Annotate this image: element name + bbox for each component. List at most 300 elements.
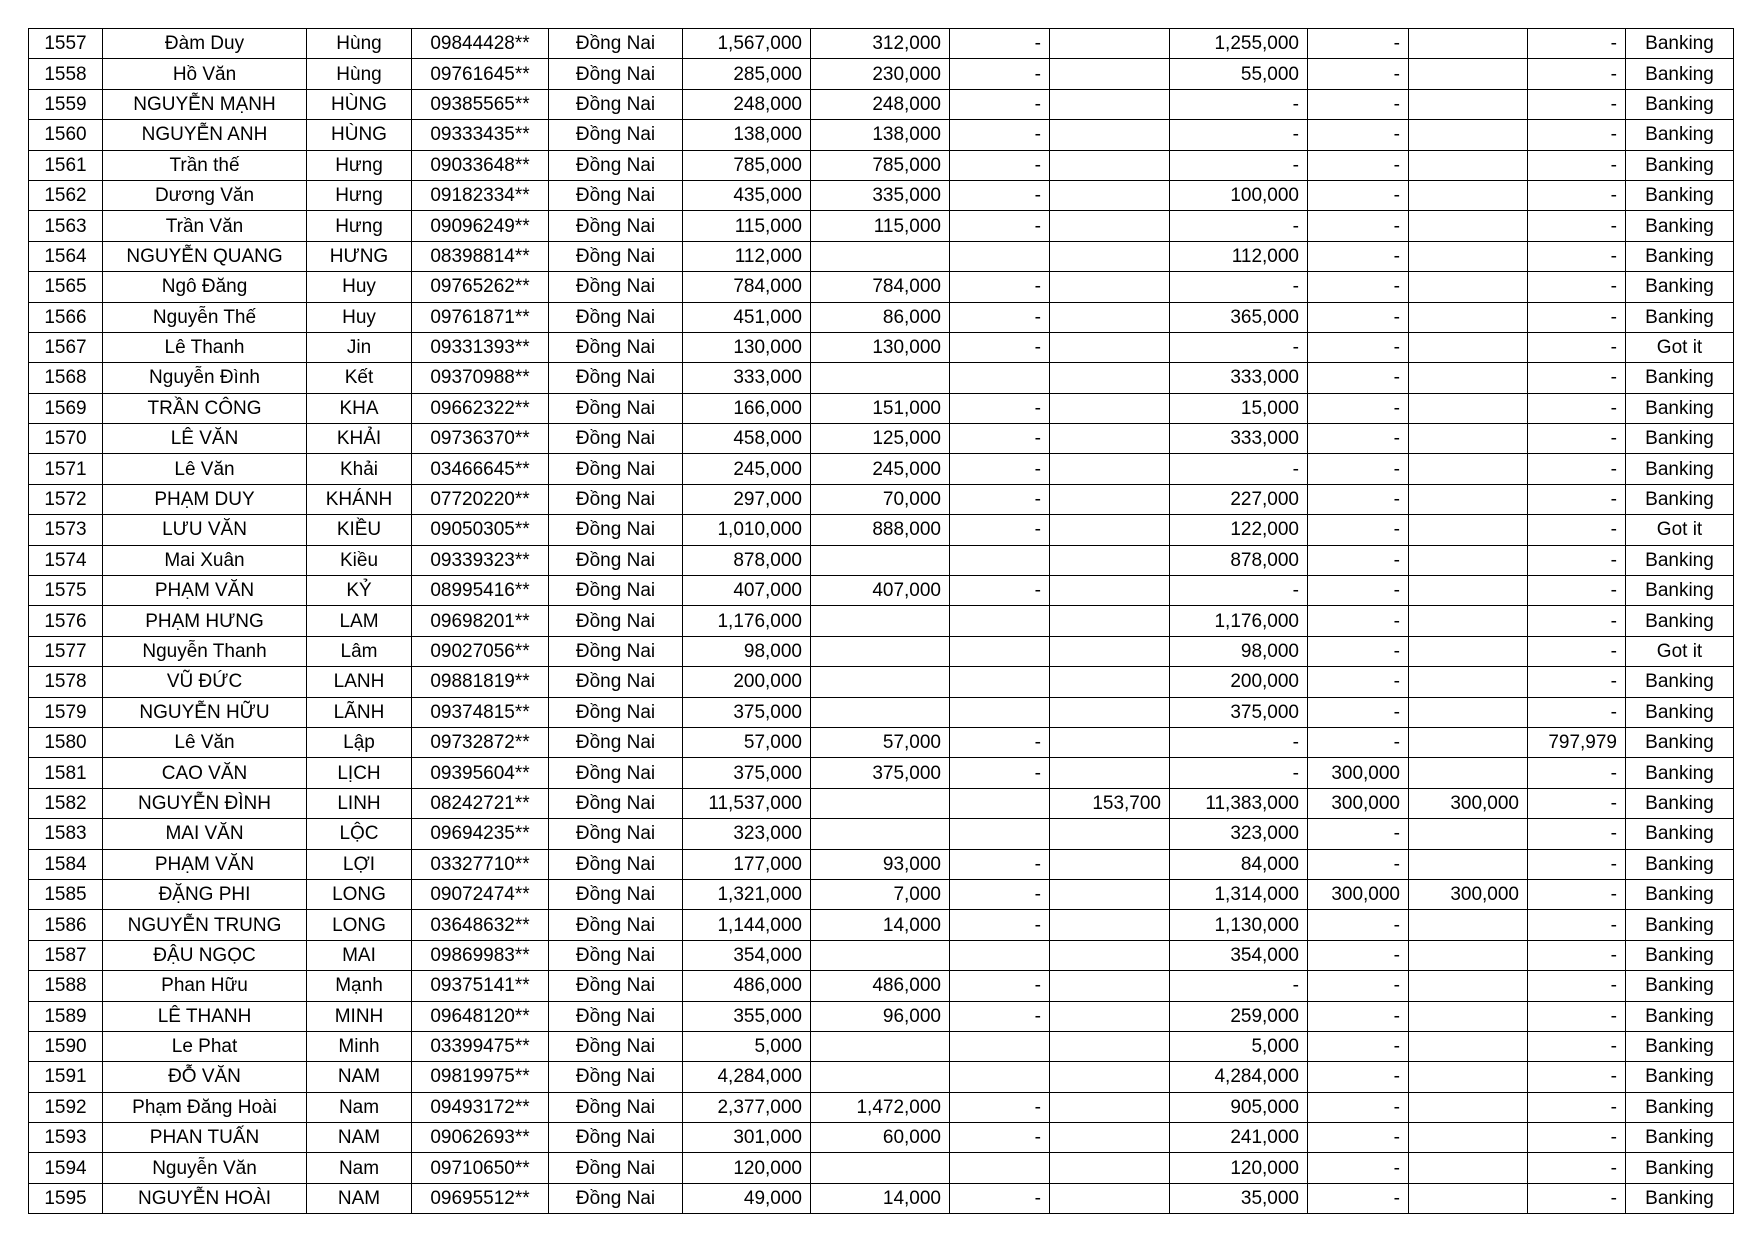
row-number-cell: 1581 [29, 758, 103, 788]
province-cell: Đồng Nai [549, 879, 683, 909]
province-cell: Đồng Nai [549, 545, 683, 575]
payment-method-cell: Banking [1626, 697, 1734, 727]
row-number-cell: 1594 [29, 1153, 103, 1183]
amount-g-cell: - [1528, 1123, 1626, 1153]
amount-e-cell: - [1308, 849, 1409, 879]
amount-a-cell: 7,000 [811, 879, 950, 909]
given-name-cell: Khải [307, 454, 412, 484]
surname-middle-cell: MAI VĂN [103, 819, 307, 849]
amount-g-cell: - [1528, 29, 1626, 59]
table-row [29, 1062, 1734, 1092]
amount-b-cell [950, 1062, 1050, 1092]
payment-method-cell: Banking [1626, 727, 1734, 757]
phone-number-cell: 09710650** [412, 1153, 549, 1183]
row-number-cell: 1571 [29, 454, 103, 484]
province-cell: Đồng Nai [549, 667, 683, 697]
amount-a-cell: 57,000 [811, 727, 950, 757]
phone-number-cell: 09333435** [412, 120, 549, 150]
total-amount-cell: 375,000 [683, 758, 811, 788]
table-row [29, 758, 1734, 788]
amount-a-cell: 888,000 [811, 515, 950, 545]
payment-method-cell: Banking [1626, 940, 1734, 970]
province-cell: Đồng Nai [549, 515, 683, 545]
amount-f-cell [1409, 59, 1528, 89]
amount-d-cell: 878,000 [1170, 545, 1308, 575]
phone-number-cell: 09033648** [412, 150, 549, 180]
payment-method-cell: Banking [1626, 120, 1734, 150]
amount-e-cell: - [1308, 484, 1409, 514]
amount-a-cell: 130,000 [811, 332, 950, 362]
amount-g-cell: - [1528, 150, 1626, 180]
table-row [29, 636, 1734, 666]
amount-e-cell: - [1308, 241, 1409, 271]
row-number-cell: 1587 [29, 940, 103, 970]
table-row [29, 515, 1734, 545]
phone-number-cell: 09385565** [412, 89, 549, 119]
given-name-cell: LANH [307, 667, 412, 697]
given-name-cell: HÙNG [307, 89, 412, 119]
amount-b-cell: - [950, 120, 1050, 150]
total-amount-cell: 1,567,000 [683, 29, 811, 59]
amount-e-cell: - [1308, 576, 1409, 606]
table-row [29, 211, 1734, 241]
amount-c-cell [1050, 424, 1170, 454]
amount-e-cell: - [1308, 697, 1409, 727]
amount-a-cell [811, 1062, 950, 1092]
row-number-cell: 1585 [29, 879, 103, 909]
total-amount-cell: 355,000 [683, 1001, 811, 1031]
amount-a-cell [811, 1153, 950, 1183]
amount-a-cell: 785,000 [811, 150, 950, 180]
amount-f-cell [1409, 424, 1528, 454]
amount-a-cell: 151,000 [811, 393, 950, 423]
amount-e-cell: - [1308, 819, 1409, 849]
surname-middle-cell: ĐẶNG PHI [103, 879, 307, 909]
province-cell: Đồng Nai [549, 484, 683, 514]
surname-middle-cell: VŨ ĐỨC [103, 667, 307, 697]
amount-b-cell [950, 667, 1050, 697]
table-row [29, 29, 1734, 59]
total-amount-cell: 297,000 [683, 484, 811, 514]
surname-middle-cell: Le Phat [103, 1031, 307, 1061]
amount-e-cell: - [1308, 1123, 1409, 1153]
row-number-cell: 1593 [29, 1123, 103, 1153]
amount-g-cell: - [1528, 1183, 1626, 1213]
amount-f-cell [1409, 515, 1528, 545]
payment-method-cell: Banking [1626, 180, 1734, 210]
amount-a-cell [811, 241, 950, 271]
amount-e-cell: - [1308, 180, 1409, 210]
total-amount-cell: 458,000 [683, 424, 811, 454]
amount-a-cell: 125,000 [811, 424, 950, 454]
table-row [29, 910, 1734, 940]
payment-method-cell: Got it [1626, 332, 1734, 362]
table-row [29, 363, 1734, 393]
province-cell: Đồng Nai [549, 59, 683, 89]
surname-middle-cell: NGUYỄN ANH [103, 120, 307, 150]
total-amount-cell: 407,000 [683, 576, 811, 606]
amount-e-cell: - [1308, 1153, 1409, 1183]
given-name-cell: Jin [307, 332, 412, 362]
total-amount-cell: 120,000 [683, 1153, 811, 1183]
given-name-cell: KỶ [307, 576, 412, 606]
phone-number-cell: 09819975** [412, 1062, 549, 1092]
amount-e-cell: - [1308, 150, 1409, 180]
total-amount-cell: 4,284,000 [683, 1062, 811, 1092]
payment-method-cell: Banking [1626, 606, 1734, 636]
amount-d-cell: - [1170, 576, 1308, 606]
table-row [29, 667, 1734, 697]
table-row [29, 1153, 1734, 1183]
surname-middle-cell: PHẠM HƯNG [103, 606, 307, 636]
amount-a-cell: 60,000 [811, 1123, 950, 1153]
amount-c-cell [1050, 272, 1170, 302]
amount-d-cell: 200,000 [1170, 667, 1308, 697]
amount-d-cell: 98,000 [1170, 636, 1308, 666]
given-name-cell: MAI [307, 940, 412, 970]
amount-c-cell [1050, 1062, 1170, 1092]
total-amount-cell: 375,000 [683, 697, 811, 727]
amount-f-cell [1409, 849, 1528, 879]
amount-g-cell: - [1528, 180, 1626, 210]
amount-d-cell: 354,000 [1170, 940, 1308, 970]
amount-e-cell: - [1308, 545, 1409, 575]
amount-b-cell: - [950, 727, 1050, 757]
table-row [29, 819, 1734, 849]
surname-middle-cell: ĐỖ VĂN [103, 1062, 307, 1092]
payment-method-cell: Banking [1626, 241, 1734, 271]
row-number-cell: 1560 [29, 120, 103, 150]
payment-method-cell: Banking [1626, 89, 1734, 119]
amount-d-cell: 100,000 [1170, 180, 1308, 210]
amount-f-cell [1409, 120, 1528, 150]
amount-f-cell [1409, 819, 1528, 849]
amount-a-cell: 248,000 [811, 89, 950, 119]
amount-c-cell [1050, 484, 1170, 514]
amount-d-cell: 323,000 [1170, 819, 1308, 849]
province-cell: Đồng Nai [549, 697, 683, 727]
row-number-cell: 1573 [29, 515, 103, 545]
amount-e-cell: 300,000 [1308, 879, 1409, 909]
total-amount-cell: 1,010,000 [683, 515, 811, 545]
given-name-cell: Hưng [307, 150, 412, 180]
row-number-cell: 1574 [29, 545, 103, 575]
amount-a-cell [811, 940, 950, 970]
given-name-cell: Lâm [307, 636, 412, 666]
amount-b-cell: - [950, 879, 1050, 909]
surname-middle-cell: Phan Hữu [103, 971, 307, 1001]
surname-middle-cell: Ngô Đăng [103, 272, 307, 302]
given-name-cell: NAM [307, 1183, 412, 1213]
phone-number-cell: 09761645** [412, 59, 549, 89]
given-name-cell: LONG [307, 879, 412, 909]
amount-c-cell [1050, 1123, 1170, 1153]
table-row [29, 1183, 1734, 1213]
amount-c-cell [1050, 606, 1170, 636]
amount-c-cell [1050, 1001, 1170, 1031]
amount-g-cell: - [1528, 363, 1626, 393]
surname-middle-cell: TRẦN CÔNG [103, 393, 307, 423]
amount-g-cell: - [1528, 424, 1626, 454]
amount-c-cell [1050, 1153, 1170, 1183]
amount-e-cell: - [1308, 727, 1409, 757]
province-cell: Đồng Nai [549, 424, 683, 454]
given-name-cell: Lập [307, 727, 412, 757]
amount-d-cell: - [1170, 454, 1308, 484]
surname-middle-cell: NGUYỄN MẠNH [103, 89, 307, 119]
payment-method-cell: Banking [1626, 150, 1734, 180]
total-amount-cell: 878,000 [683, 545, 811, 575]
row-number-cell: 1579 [29, 697, 103, 727]
amount-c-cell [1050, 1092, 1170, 1122]
phone-number-cell: 08398814** [412, 241, 549, 271]
amount-a-cell: 138,000 [811, 120, 950, 150]
total-amount-cell: 115,000 [683, 211, 811, 241]
province-cell: Đồng Nai [549, 363, 683, 393]
province-cell: Đồng Nai [549, 1031, 683, 1061]
amount-a-cell: 312,000 [811, 29, 950, 59]
province-cell: Đồng Nai [549, 910, 683, 940]
given-name-cell: HÙNG [307, 120, 412, 150]
amount-e-cell: - [1308, 667, 1409, 697]
amount-c-cell [1050, 1031, 1170, 1061]
amount-a-cell: 375,000 [811, 758, 950, 788]
amount-e-cell: - [1308, 1092, 1409, 1122]
surname-middle-cell: NGUYỄN HỮU [103, 697, 307, 727]
amount-c-cell [1050, 302, 1170, 332]
amount-a-cell: 784,000 [811, 272, 950, 302]
province-cell: Đồng Nai [549, 1153, 683, 1183]
given-name-cell: KHA [307, 393, 412, 423]
amount-e-cell: - [1308, 393, 1409, 423]
amount-d-cell: 365,000 [1170, 302, 1308, 332]
phone-number-cell: 09761871** [412, 302, 549, 332]
amount-f-cell [1409, 1001, 1528, 1031]
total-amount-cell: 5,000 [683, 1031, 811, 1061]
amount-f-cell [1409, 727, 1528, 757]
phone-number-cell: 09331393** [412, 332, 549, 362]
amount-a-cell [811, 1031, 950, 1061]
province-cell: Đồng Nai [549, 332, 683, 362]
phone-number-cell: 09339323** [412, 545, 549, 575]
total-amount-cell: 323,000 [683, 819, 811, 849]
amount-f-cell [1409, 971, 1528, 1001]
payment-method-cell: Banking [1626, 1092, 1734, 1122]
table-row [29, 576, 1734, 606]
given-name-cell: LỘC [307, 819, 412, 849]
amount-b-cell: - [950, 971, 1050, 1001]
amount-a-cell [811, 636, 950, 666]
phone-number-cell: 09062693** [412, 1123, 549, 1153]
province-cell: Đồng Nai [549, 576, 683, 606]
amount-d-cell: 4,284,000 [1170, 1062, 1308, 1092]
amount-g-cell: - [1528, 545, 1626, 575]
amount-b-cell [950, 788, 1050, 818]
given-name-cell: Mạnh [307, 971, 412, 1001]
amount-g-cell: - [1528, 1031, 1626, 1061]
table-row [29, 606, 1734, 636]
given-name-cell: Hưng [307, 180, 412, 210]
amount-f-cell: 300,000 [1409, 788, 1528, 818]
phone-number-cell: 09695512** [412, 1183, 549, 1213]
payment-method-cell: Banking [1626, 1123, 1734, 1153]
total-amount-cell: 2,377,000 [683, 1092, 811, 1122]
payment-method-cell: Banking [1626, 484, 1734, 514]
total-amount-cell: 285,000 [683, 59, 811, 89]
surname-middle-cell: ĐẬU NGỌC [103, 940, 307, 970]
amount-e-cell: - [1308, 120, 1409, 150]
amount-g-cell: 797,979 [1528, 727, 1626, 757]
amount-c-cell [1050, 697, 1170, 727]
province-cell: Đồng Nai [549, 758, 683, 788]
payment-method-cell: Got it [1626, 515, 1734, 545]
amount-f-cell [1409, 89, 1528, 119]
surname-middle-cell: Lê Văn [103, 454, 307, 484]
amount-f-cell [1409, 576, 1528, 606]
table-row [29, 1123, 1734, 1153]
amount-e-cell: - [1308, 515, 1409, 545]
amount-d-cell: 1,176,000 [1170, 606, 1308, 636]
row-number-cell: 1589 [29, 1001, 103, 1031]
row-number-cell: 1592 [29, 1092, 103, 1122]
total-amount-cell: 98,000 [683, 636, 811, 666]
phone-number-cell: 07720220** [412, 484, 549, 514]
surname-middle-cell: Dương Văn [103, 180, 307, 210]
row-number-cell: 1567 [29, 332, 103, 362]
amount-e-cell: - [1308, 1031, 1409, 1061]
amount-b-cell: - [950, 211, 1050, 241]
payment-method-cell: Banking [1626, 971, 1734, 1001]
given-name-cell: HƯNG [307, 241, 412, 271]
given-name-cell: Nam [307, 1153, 412, 1183]
amount-f-cell [1409, 910, 1528, 940]
amount-f-cell [1409, 180, 1528, 210]
table-row [29, 1092, 1734, 1122]
total-amount-cell: 57,000 [683, 727, 811, 757]
total-amount-cell: 1,144,000 [683, 910, 811, 940]
amount-c-cell [1050, 636, 1170, 666]
phone-number-cell: 08242721** [412, 788, 549, 818]
payment-method-cell: Banking [1626, 819, 1734, 849]
surname-middle-cell: PHẠM VĂN [103, 576, 307, 606]
amount-d-cell: - [1170, 211, 1308, 241]
amount-b-cell [950, 819, 1050, 849]
surname-middle-cell: Nguyễn Văn [103, 1153, 307, 1183]
amount-e-cell: - [1308, 424, 1409, 454]
amount-e-cell: - [1308, 89, 1409, 119]
total-amount-cell: 333,000 [683, 363, 811, 393]
amount-c-cell [1050, 211, 1170, 241]
table-row [29, 1031, 1734, 1061]
province-cell: Đồng Nai [549, 241, 683, 271]
amount-g-cell: - [1528, 879, 1626, 909]
amount-d-cell: 84,000 [1170, 849, 1308, 879]
row-number-cell: 1559 [29, 89, 103, 119]
phone-number-cell: 09374815** [412, 697, 549, 727]
payment-method-cell: Banking [1626, 879, 1734, 909]
amount-f-cell [1409, 1062, 1528, 1092]
amount-f-cell [1409, 454, 1528, 484]
amount-b-cell: - [950, 758, 1050, 788]
amount-f-cell [1409, 758, 1528, 788]
amount-b-cell [950, 363, 1050, 393]
province-cell: Đồng Nai [549, 788, 683, 818]
amount-d-cell: - [1170, 727, 1308, 757]
province-cell: Đồng Nai [549, 636, 683, 666]
given-name-cell: KHÁNH [307, 484, 412, 514]
province-cell: Đồng Nai [549, 272, 683, 302]
amount-g-cell: - [1528, 940, 1626, 970]
province-cell: Đồng Nai [549, 727, 683, 757]
surname-middle-cell: NGUYỄN HOÀI [103, 1183, 307, 1213]
phone-number-cell: 09072474** [412, 879, 549, 909]
amount-d-cell: 905,000 [1170, 1092, 1308, 1122]
surname-middle-cell: CAO VĂN [103, 758, 307, 788]
province-cell: Đồng Nai [549, 971, 683, 1001]
row-number-cell: 1564 [29, 241, 103, 271]
amount-g-cell: - [1528, 636, 1626, 666]
amount-g-cell: - [1528, 819, 1626, 849]
phone-number-cell: 09648120** [412, 1001, 549, 1031]
amount-g-cell: - [1528, 211, 1626, 241]
amount-f-cell [1409, 1031, 1528, 1061]
payment-method-cell: Banking [1626, 363, 1734, 393]
amount-b-cell: - [950, 1092, 1050, 1122]
amount-c-cell [1050, 120, 1170, 150]
row-number-cell: 1557 [29, 29, 103, 59]
amount-b-cell: - [950, 484, 1050, 514]
row-number-cell: 1575 [29, 576, 103, 606]
payment-method-cell: Banking [1626, 59, 1734, 89]
row-number-cell: 1590 [29, 1031, 103, 1061]
province-cell: Đồng Nai [549, 1183, 683, 1213]
amount-b-cell: - [950, 332, 1050, 362]
given-name-cell: Hưng [307, 211, 412, 241]
amount-e-cell: - [1308, 332, 1409, 362]
row-number-cell: 1578 [29, 667, 103, 697]
total-amount-cell: 1,321,000 [683, 879, 811, 909]
total-amount-cell: 248,000 [683, 89, 811, 119]
payment-method-cell: Banking [1626, 454, 1734, 484]
amount-b-cell: - [950, 180, 1050, 210]
amount-a-cell [811, 819, 950, 849]
amount-e-cell: - [1308, 1001, 1409, 1031]
given-name-cell: KHẢI [307, 424, 412, 454]
total-amount-cell: 200,000 [683, 667, 811, 697]
amount-c-cell [1050, 363, 1170, 393]
payment-method-cell: Banking [1626, 424, 1734, 454]
amount-b-cell [950, 697, 1050, 727]
amount-d-cell: 120,000 [1170, 1153, 1308, 1183]
amount-e-cell: - [1308, 211, 1409, 241]
row-number-cell: 1566 [29, 302, 103, 332]
payment-method-cell: Banking [1626, 1153, 1734, 1183]
province-cell: Đồng Nai [549, 150, 683, 180]
row-number-cell: 1586 [29, 910, 103, 940]
total-amount-cell: 451,000 [683, 302, 811, 332]
given-name-cell: Kiều [307, 545, 412, 575]
table-row [29, 788, 1734, 818]
phone-number-cell: 09869983** [412, 940, 549, 970]
table-row [29, 59, 1734, 89]
province-cell: Đồng Nai [549, 606, 683, 636]
table-row [29, 120, 1734, 150]
amount-f-cell [1409, 1123, 1528, 1153]
surname-middle-cell: NGUYỄN QUANG [103, 241, 307, 271]
amount-g-cell: - [1528, 89, 1626, 119]
amount-c-cell [1050, 332, 1170, 362]
surname-middle-cell: NGUYỄN ĐÌNH [103, 788, 307, 818]
